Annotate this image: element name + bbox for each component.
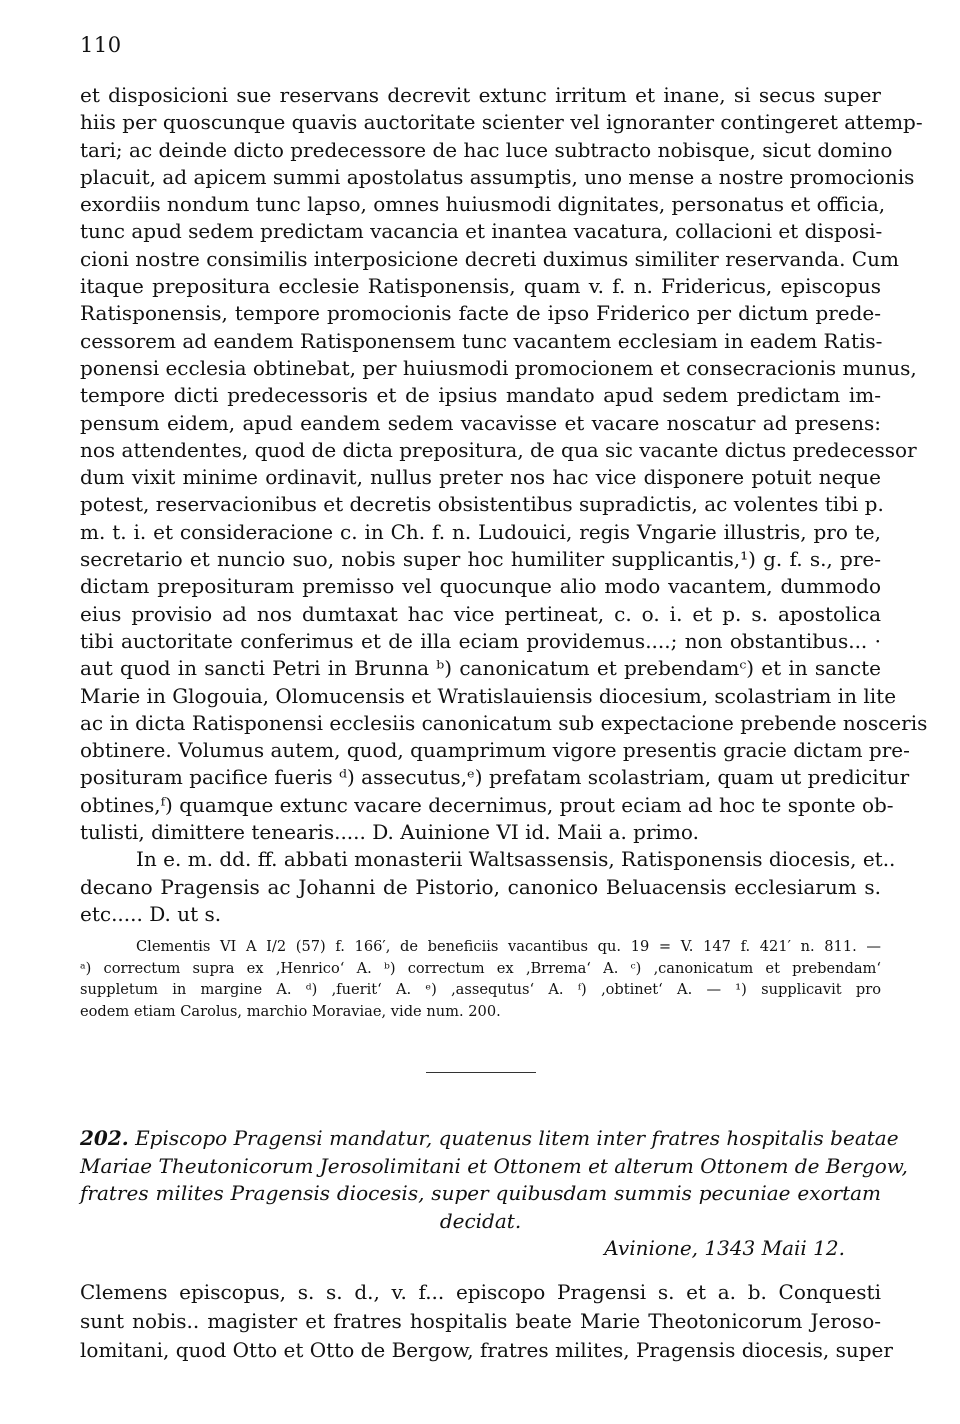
text-line: placuit, ad apicem summi apostolatus assumptis, uno mense a nostre promocionis — [80, 164, 915, 189]
footnote-line: Clementis VI A I/2 (57) f. 166′, de beneficiis vacantibus qu. 19 = V. 147 f. 421′ n. 811. — — [136, 938, 881, 955]
text-line: lomitani, quod Otto et Otto de Bergow, fratres milites, Pragensis diocesis, super — [80, 1338, 893, 1362]
footnotes — [80, 936, 881, 1023]
text-line: ac in dicta Ratisponensi ecclesiis canonicatum sub expectacione prebende nosceris — [80, 710, 928, 735]
text-line: itaque prepositura ecclesie Ratisponensis, quam v. f. n. Fridericus, episcopus — [80, 274, 881, 299]
text-line: pensum eidem, apud eandem sedem vacavisse et vacare noscatur ad presens: — [80, 410, 881, 435]
text-line: obtines,ᶠ) quamque extunc vacare decernimus, prout eciam ad hoc te sponte ob- — [80, 792, 894, 817]
text-line: nos attendentes, quod de dicta prepositura, de qua sic vacante dictus predecessor — [80, 437, 917, 462]
text-line: ponensi ecclesia obtinebat, per huiusmodi promocionem et consecracionis munus, — [80, 355, 917, 380]
separator-rule — [426, 1072, 536, 1073]
text-line: et disposicioni sue reservans decrevit extunc irritum et inane, si secus super — [80, 83, 881, 107]
text-line: tunc apud sedem predictam vacancia et inantea vacatura, collacioni et disposi- — [80, 219, 883, 244]
heading-line: decidat. — [439, 1208, 522, 1233]
text-line: tibi auctoritate conferimus et de illa eciam providemus....; non obstantibus... · — [80, 628, 881, 653]
footnote-line: ᵃ) correctum supra ex ‚Henrico‘ A. ᵇ) correctum ex ‚Brrema‘ A. ᶜ) ‚canonicatum et prebendam‘ — [80, 959, 881, 977]
text-line: Ratisponensis, tempore promocionis facte de ipso Friderico per dictum prede- — [80, 301, 881, 326]
footnote-line: eodem etiam Carolus, marchio Moraviae, vide num. 200. — [80, 1003, 501, 1021]
dateline: Avinione, 1343 Maii 12. — [604, 1236, 845, 1260]
text-line: In e. m. dd. ff. abbati monasterii Waltsassensis, Ratisponensis diocesis, et.. — [136, 847, 896, 872]
text-line: Marie in Glogouia, Olomucensis et Wratislauiensis diocesium, scolastriam in lite — [80, 683, 897, 708]
document-number: 202. — [80, 1126, 129, 1150]
text-line: dictam preposituram premisso vel quocunque alio modo vacantem, dummodo — [80, 574, 881, 599]
main-text-block — [80, 82, 928, 928]
heading-line: fratres milites Pragensis diocesis, super quibusdam summis pecuniae exortam — [80, 1181, 881, 1205]
text-line: tari; ac deinde dicto predecessore de hac luce subtracto nobisque, sicut domino — [80, 137, 893, 162]
text-line: decano Pragensis ac Johanni de Pistorio, canonico Beluacensis ecclesiarum s. — [80, 874, 881, 899]
footnote-line: suppletum in margine A. ᵈ) ‚fuerit‘ A. ᵉ) ‚assequtus‘ A. ᶠ) ‚obtinet‘ A. — ¹) supplicavit pro — [80, 981, 881, 999]
text-line: obtinere. Volumus autem, quod, quamprimum vigore presentis gracie dictam pre- — [80, 738, 910, 763]
text-line: cessorem ad eandem Ratisponensem tunc vacantem ecclesiam in eadem Ratis- — [80, 328, 883, 353]
text-line: secretario et nuncio suo, nobis super hoc humiliter supplicantis,¹) g. f. s., pre- — [80, 547, 881, 572]
heading-text: Episcopo Pragensi mandatur, quatenus litem inter fratres hospitalis beatae — [135, 1126, 899, 1150]
text-line: eius provisio ad nos dumtaxat hac vice pertineat, c. o. i. et p. s. apostolica — [80, 601, 881, 626]
text-line: aut quod in sancti Petri in Brunna ᵇ) canonicatum et prebendamᶜ) et in sancte — [80, 656, 881, 681]
text-line: m. t. i. et consideracione c. in Ch. f. n. Ludouici, regis Vngarie illustris, pro te, — [80, 519, 881, 544]
text-line: sunt nobis.. magister et fratres hospitalis beate Marie Theotonicorum Jeroso- — [80, 1309, 881, 1333]
text-line: etc..... D. ut s. — [80, 901, 222, 926]
heading-line: Mariae Theutonicorum Jerosolimitani et Ottonem et alterum Ottonem de Bergow, — [80, 1153, 908, 1178]
text-line: exordiis nondum tunc lapso, omnes huiusmodi dignitates, personatus et officia, — [80, 192, 886, 217]
text-line: posituram pacifice fueris ᵈ) assecutus,ᵉ) prefatam scolastriam, quam ut predicitur — [80, 765, 910, 790]
text-line: hiis per quoscunque quavis auctoritate scienter vel ignoranter contingeret attemp- — [80, 110, 923, 135]
text-line: dum vixit minime ordinavit, nullus preter nos hac vice disponere potuit neque — [80, 465, 881, 490]
text-line: tempore dicti predecessoris et de ipsius mandato apud sedem predictam im- — [80, 383, 881, 408]
text-line: potest, reservacionibus et decretis obsistentibus supradictis, ac volentes tibi p. — [80, 492, 884, 517]
document-text — [80, 1278, 893, 1365]
text-line: cioni nostre consimilis interposicione decreti duximus similiter reservanda. Cum — [80, 246, 899, 271]
text-line: tulisti, dimittere tenearis..... D. Auinione VI id. Maii a. primo. — [80, 820, 699, 845]
text-line: Clemens episcopus, s. s. d., v. f... episcopo Pragensi s. et a. b. Conquesti — [80, 1280, 881, 1304]
document-heading — [80, 1125, 908, 1235]
page-number: 110 — [80, 33, 122, 57]
heading-line — [80, 1125, 899, 1153]
